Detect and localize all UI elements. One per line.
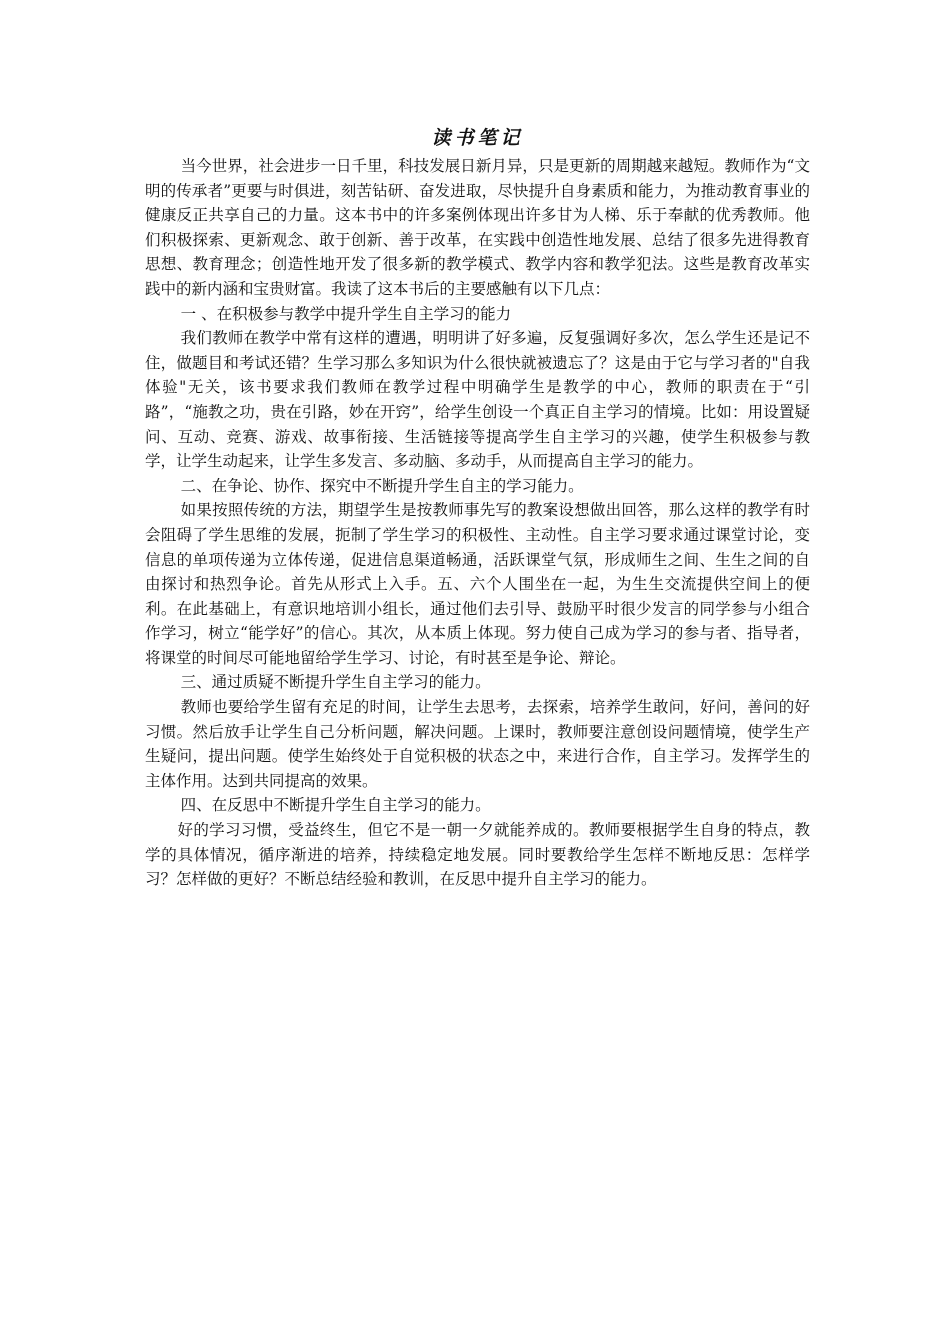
document-body [145, 154, 810, 892]
section-3-heading: 三、通过质疑不断提升学生自主学习的能力。 [180, 673, 491, 692]
section-4-heading: 四、在反思中不断提升学生自主学习的能力。 [180, 796, 491, 815]
section-1-paragraph: 我们教师在教学中常有这样的遭遇，明明讲了好多遍，反复强调好多次，怎么学生还是记不住，做题目和考试还错？生学习那么多知识为什么很快就被遗忘了？这是由于它与学习者的"自我体验"无关，该书要求我们教师在教学过程中明确学生是教学的中心，教师的职责在于“引路”，“施教之功，贵在引路，妙在开窍”，给学生创设一个真正自主学习的情境。比如：用设置疑问、互动、竞赛、游戏、故事衔接、生活链接等提高学生自主学习的兴趣，使学生积极参与教学，让学生动起来，让学生多发言、多动脑、多动手，从而提高自主学习的能力。 [145, 329, 810, 471]
section-3-paragraph: 教师也要给学生留有充足的时间，让学生去思考，去探索，培养学生敢问，好问，善问的好习惯。然后放手让学生自己分析问题，解决问题。上课时，教师要注意创设问题情境，使学生产生疑问，提出问题。使学生始终处于自觉积极的状态之中，来进行合作，自主学习。发挥学生的主体作用。达到共同提高的效果。 [145, 698, 810, 790]
section-4-paragraph: 好的学习习惯，受益终生，但它不是一朝一夕就能养成的。教师要根据学生自身的特点，教学的具体情况，循序渐进的培养，持续稳定地发展。同时要教给学生怎样不断地反思：怎样学习？怎样做的更好？不断总结经验和教训，在反思中提升自主学习的能力。 [145, 821, 810, 889]
document-page [145, 124, 810, 892]
section-1-heading: 一 、在积极参与教学中提升学生自主学习的能力 [180, 304, 512, 323]
document-title: 读书笔记 [431, 127, 524, 149]
intro-paragraph: 当今世界，社会进步一日千里，科技发展日新月异，只是更新的周期越来越短。教师作为“文明的传承者”更要与时俱进，刻苦钻研、奋发进取，尽快提升自身素质和能力，为推动教育事业的健康反正共享自己的力量。这本书中的许多案例体现出许多甘为人梯、乐于奉献的优秀教师。他们积极探索、更新观念、敢于创新、善于改革，在实践中创造性地发展、总结了很多先进得教育思想、教育理念；创造性地开发了很多新的教学模式、教学内容和教学犯法。这些是教育改革实践中的新内涵和宝贵财富。我读了这本书后的主要感触有以下几点： [145, 157, 810, 298]
section-2-paragraph: 如果按照传统的方法，期望学生是按教师事先写的教案设想做出回答，那么这样的教学有时会阻碍了学生思维的发展，扼制了学生学习的积极性、主动性。自主学习要求通过课堂讨论，变信息的单项传递为立体传递，促进信息渠道畅通，活跃课堂气氛，形成师生之间、生生之间的自由探讨和热烈争论。首先从形式上入手。五、六个人围坐在一起，为生生交流提供空间上的便利。在此基础上，有意识地培训小组长，通过他们去引导、鼓励平时很少发言的同学参与小组合作学习，树立“能学好”的信心。其次，从本质上体现。努力使自己成为学习的参与者、指导者，将课堂的时间尽可能地留给学生学习、讨论，有时甚至是争论、辩论。 [145, 501, 810, 667]
section-2-heading: 二、在争论、协作、探究中不断提升学生自主的学习能力。 [180, 476, 584, 495]
